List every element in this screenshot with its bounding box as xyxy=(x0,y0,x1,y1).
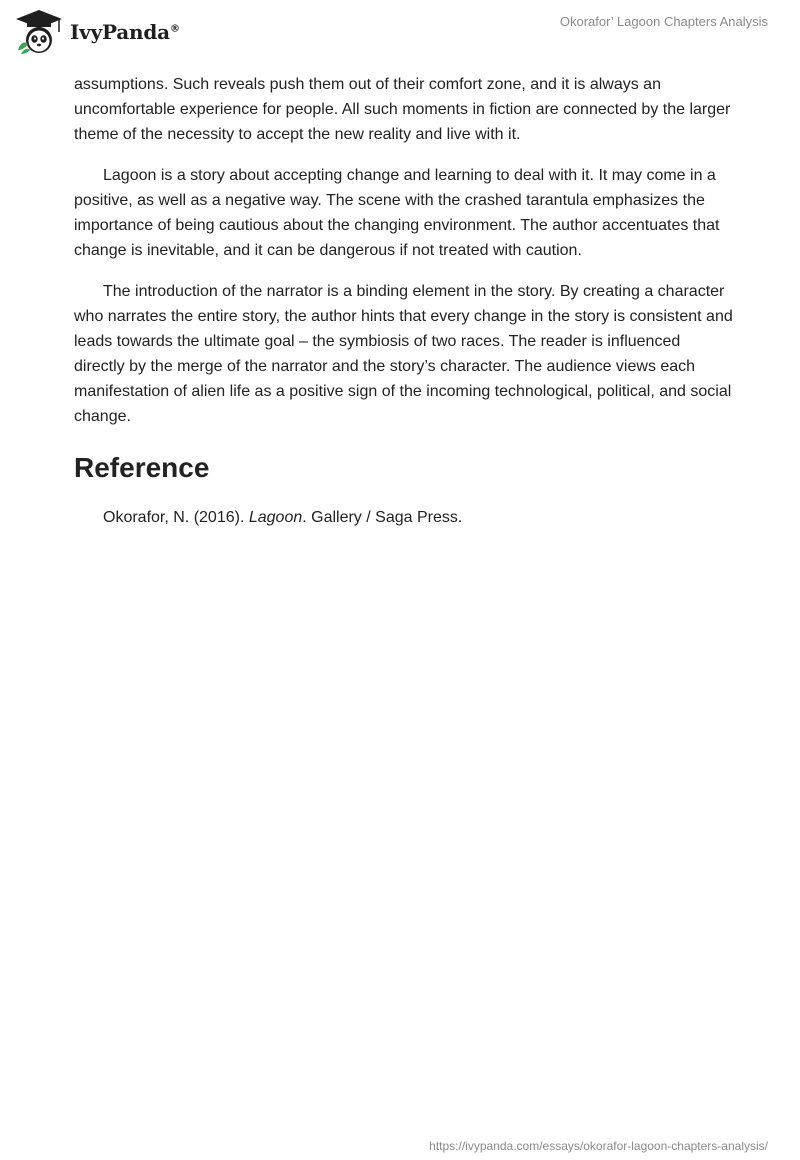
reference-book-title: Lagoon xyxy=(248,509,303,526)
paragraph: Lagoon is a story about accepting change and learning to deal with it. It may come in a positive, as well as a negative way. The scene with the crashed tarantula emphasizes the importance of being cautious about the changing environment. The author accentuates that change is inevitable, and it can be dangerous if not treated with caution. xyxy=(74,167,720,259)
registered-mark: ® xyxy=(169,23,180,35)
panda-graduate-icon xyxy=(14,8,64,56)
source-url[interactable]: https://ivypanda.com/essays/okorafor-lagoon-chapters-analysis/ xyxy=(429,1139,768,1153)
reference-entry xyxy=(74,505,734,530)
reference-publisher: . Gallery / Saga Press. xyxy=(302,509,463,526)
ivypanda-logo[interactable] xyxy=(14,8,180,56)
brand-name: IvyPanda® xyxy=(70,20,180,44)
page-header xyxy=(0,0,800,70)
paragraph: assumptions. Such reveals push them out of their comfort zone, and it is always an uncomfortable experience for people. All such moments in fiction are connected by the larger theme of the necessity to accept the new reality and live with it. xyxy=(74,76,731,143)
essay-body xyxy=(74,72,734,530)
reference-heading: Reference xyxy=(74,452,210,483)
reference-author-year: Okorafor, N. (2016). xyxy=(103,509,249,526)
paragraph: The introduction of the narrator is a binding element in the story. By creating a character who narrates the entire story, the author hints that every change in the story is consistent and leads towards the ultimate goal – the symbiosis of two races. The reader is influenced directly by the merge of the narrator and the story’s character. The audience views each manifestation of alien life as a positive sign of the incoming technological, political, and social change. xyxy=(74,283,733,425)
document-title: Okorafor’ Lagoon Chapters Analysis xyxy=(559,14,768,29)
